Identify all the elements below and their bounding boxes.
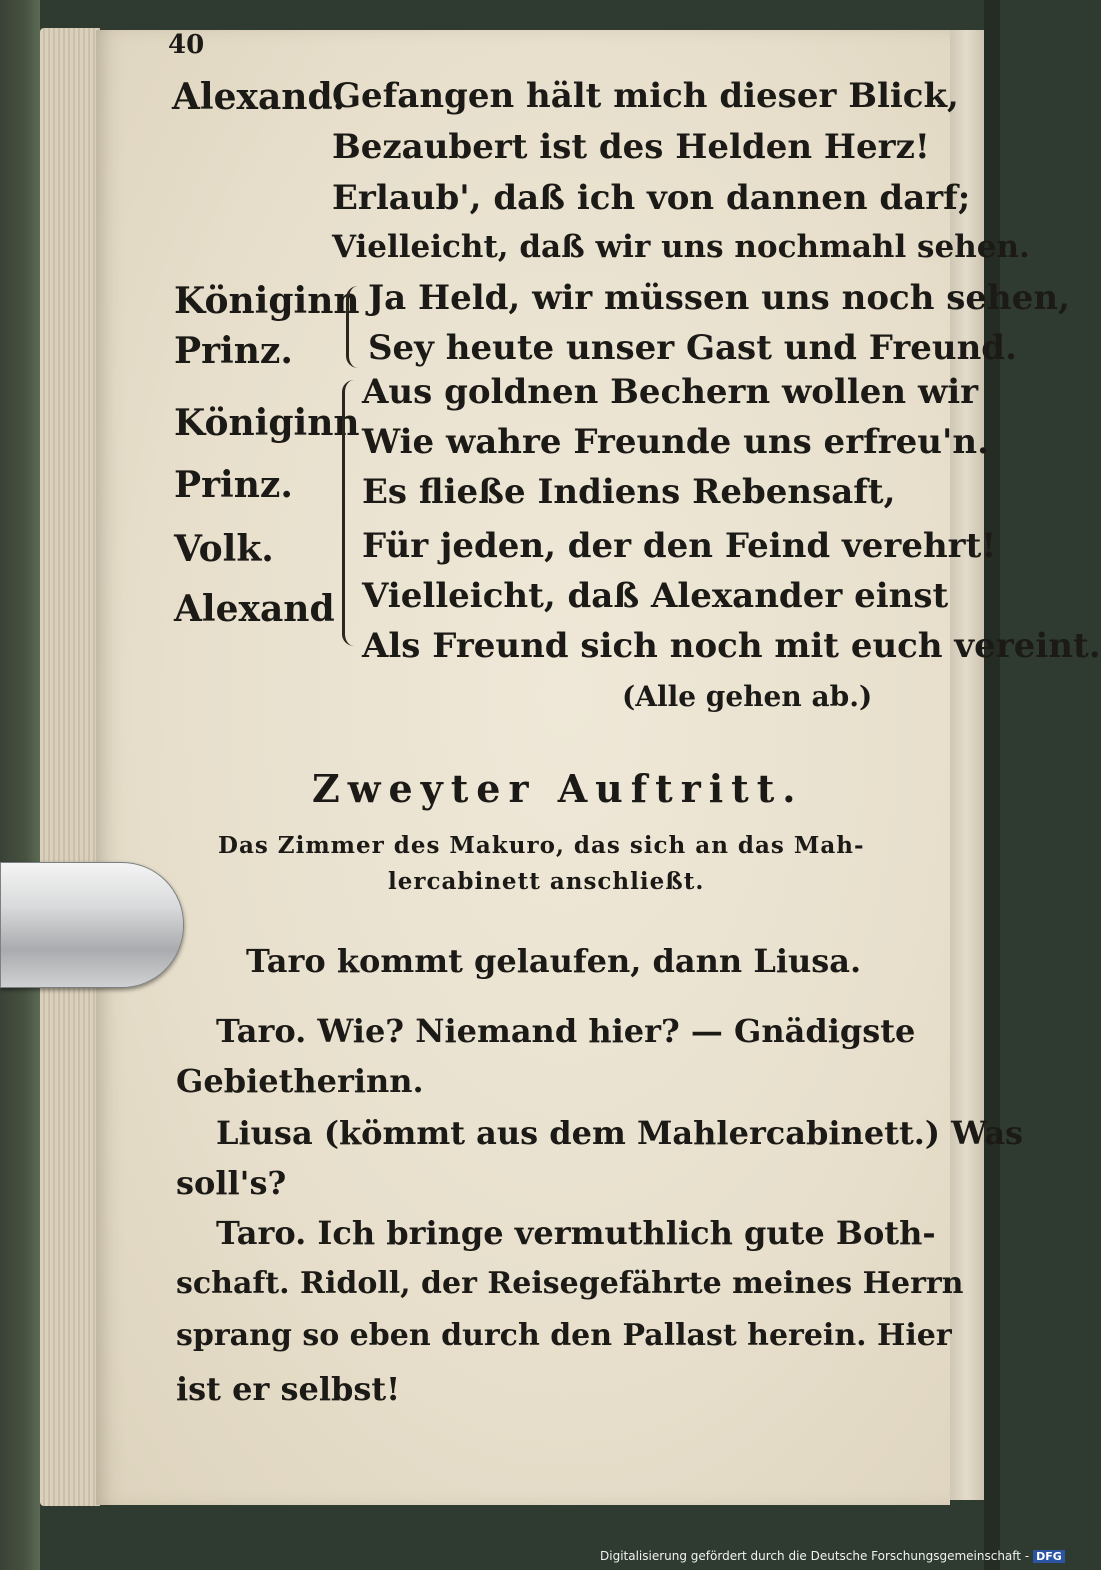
page-number: 40 <box>168 30 205 60</box>
verse-line: Es fließe Indiens Rebensaft, <box>362 472 896 512</box>
dialogue-line: schaft. Ridoll, der Reisegefährte meines Herrn <box>176 1266 964 1301</box>
dialogue-line: sprang so eben durch den Pallast herein. Hier <box>176 1318 952 1353</box>
speaker-volk: Volk. <box>174 528 274 570</box>
speaker-alexand: Alexand <box>174 588 335 630</box>
verse-line: Als Freund sich noch mit euch vereint. <box>362 626 1101 666</box>
verse-line: Erlaub', daß ich von dannen darf; <box>332 178 971 218</box>
verse-line: Aus goldnen Bechern wollen wir <box>362 372 979 412</box>
dialogue-line: ist er selbst! <box>176 1370 401 1408</box>
brace <box>346 286 361 368</box>
verse-line: Sey heute unser Gast und Freund. <box>368 328 1017 368</box>
brace <box>342 380 359 646</box>
verse-line: Für jeden, der den Feind verehrt! <box>362 526 997 566</box>
dialogue-line: Gebietherinn. <box>176 1062 424 1100</box>
verse-line: Gefangen hält mich dieser Blick, <box>332 76 959 116</box>
verse-line: Wie wahre Freunde uns erfreu'n. <box>362 422 989 462</box>
dialogue-line: Taro. Ich bringe vermuthlich gute Both- <box>216 1214 936 1252</box>
dialogue-line: Liusa (kömmt aus dem Mahlercabinett.) Was <box>216 1114 1024 1152</box>
verse-line: Vielleicht, daß wir uns nochmahl sehen. <box>332 229 1030 265</box>
page-clip <box>0 862 184 988</box>
scene-setting: lercabinett anschließt. <box>388 868 705 895</box>
page-edges <box>40 28 100 1506</box>
verse-line: Vielleicht, daß Alexander einst <box>362 576 949 616</box>
scene-entrance: Taro kommt gelaufen, dann Liusa. <box>246 942 862 980</box>
scene-setting: Das Zimmer des Makuro, das sich an das Mah- <box>218 832 865 859</box>
dialogue-line: soll's? <box>176 1164 287 1202</box>
speaker-koniginn: Königinn <box>174 402 360 444</box>
speaker-alexand: Alexand. <box>172 76 346 118</box>
speaker-koniginn: Königinn <box>174 280 360 322</box>
verse-line: Bezaubert ist des Helden Herz! <box>332 127 930 167</box>
footer-credit <box>600 1549 1065 1563</box>
stage-direction-exit: (Alle gehen ab.) <box>622 680 873 713</box>
dfg-logo: DFG <box>1033 1550 1065 1563</box>
scene-heading: Zweyter Auftritt. <box>312 766 804 811</box>
verse-line: Ja Held, wir müssen uns noch sehen, <box>368 278 1070 318</box>
book-binding-left <box>0 0 40 1570</box>
speaker-prinz: Prinz. <box>174 330 293 372</box>
speaker-prinz: Prinz. <box>174 464 293 506</box>
dialogue-line: Taro. Wie? Niemand hier? — Gnädigste <box>216 1012 916 1050</box>
footer-text: Digitalisierung gefördert durch die Deutsche Forschungsgemeinschaft - <box>600 1549 1030 1563</box>
